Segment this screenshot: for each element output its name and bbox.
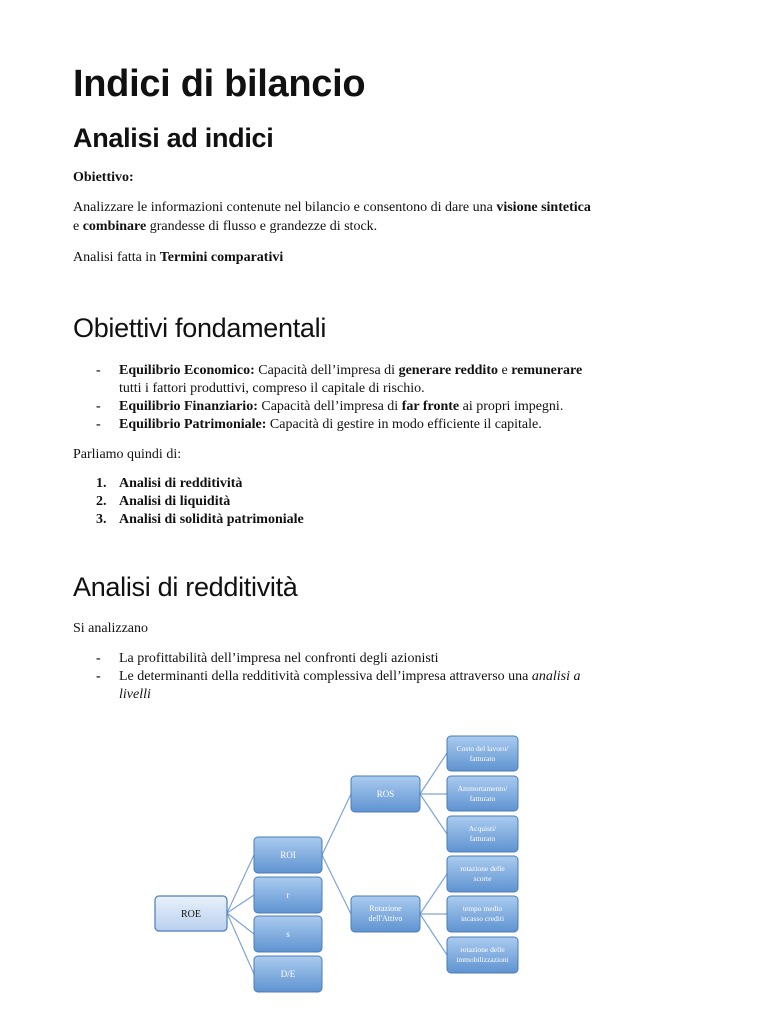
objective-label: Obiettivo: [73, 170, 134, 185]
list-item: 1. Analisi di redditività [96, 476, 243, 491]
analizzano-paragraph: Si analizzano [73, 621, 149, 636]
acquisti-node [447, 816, 518, 852]
objective-paragraph: Analizzare le informazioni contenute nel bilancio e consentono di dare una visione sintetica e combinare grandesse di flusso e grandezze di stock. [73, 200, 591, 234]
rotazione-immobilizzazioni-label-2: immobilizzazioni [456, 955, 509, 964]
connector [420, 794, 447, 834]
ammortamento-label-2: fatturato [469, 794, 496, 803]
ros-label: ROS [376, 789, 395, 799]
list-item: 2. Analisi di liquidità [96, 494, 231, 509]
roe-label: ROE [181, 909, 201, 920]
tempo-incasso-label-1: tempo medio [462, 904, 503, 913]
list-item: - Le determinanti della redditività complessiva dell’impresa attraverso una analisi a livelli [73, 668, 693, 704]
roe-node [155, 896, 227, 931]
ros-node [351, 776, 420, 812]
section-heading-redditivita: Analisi di redditività [73, 572, 298, 602]
parliamo-paragraph: Parliamo quindi di: [73, 447, 182, 462]
s-label: s [286, 929, 290, 939]
rotazione-scorte-label-1: rotazione delle [460, 864, 505, 873]
ammortamento-label-1: Ammortamento/ [457, 784, 508, 793]
r-label: r [286, 890, 290, 900]
comparative-paragraph: Analisi fatta in Termini comparativi [73, 250, 284, 265]
tempo-incasso-label-2: incasso crediti [460, 914, 505, 923]
connector [420, 914, 447, 955]
rotazione-immobilizzazioni-node [447, 937, 518, 973]
roi-label: ROI [280, 850, 296, 860]
list-item: - Equilibrio Economico: Capacità dell’impresa di generare reddito e remunerare tutti i fattori produttivi, compreso il capitale di rischio. [73, 362, 693, 398]
connector [227, 913, 254, 974]
section-heading-analisi-indici: Analisi ad indici [73, 123, 274, 153]
list-item: - La profittabilità dell’impresa nel confronti degli azionisti [73, 650, 693, 668]
list-item: - Equilibrio Patrimoniale: Capacità di gestire in modo efficiente il capitale. [73, 416, 693, 434]
connector [322, 855, 351, 914]
rotazione-attivo-label-2: dell'Attivo [368, 914, 403, 923]
rotazione-scorte-node [447, 856, 518, 892]
acquisti-label-1: Acquisti/ [468, 824, 497, 833]
roi-node [254, 837, 322, 873]
ammortamento-node [447, 776, 518, 811]
s-node [254, 916, 322, 952]
rotazione-scorte-label-2: scorte [473, 874, 492, 883]
page-title: Indici di bilancio [73, 63, 366, 105]
acquisti-label-2: fatturato [469, 834, 496, 843]
list-item: 3. Analisi di solidità patrimoniale [96, 512, 304, 527]
rotazione-attivo-label-1: Rotazione [369, 904, 402, 913]
r-node [254, 877, 322, 913]
tempo-incasso-node [447, 896, 518, 932]
list-item: - Equilibrio Finanziario: Capacità dell’impresa di far fronte ai propri impegni. [73, 398, 693, 416]
de-node [254, 956, 322, 992]
costo-lavoro-label-2: fatturato [469, 754, 496, 763]
section-heading-obiettivi: Obiettivi fondamentali [73, 313, 327, 343]
rotazione-immobilizzazioni-label-1: rotazione delle [460, 945, 505, 954]
connector [322, 794, 351, 855]
costo-lavoro-label-1: Costo del lavoro/ [456, 744, 509, 753]
connector [420, 874, 447, 914]
costo-lavoro-node [447, 736, 518, 771]
connector [420, 753, 447, 794]
de-label: D/E [280, 969, 296, 979]
rotazione-attivo-node [351, 896, 420, 932]
